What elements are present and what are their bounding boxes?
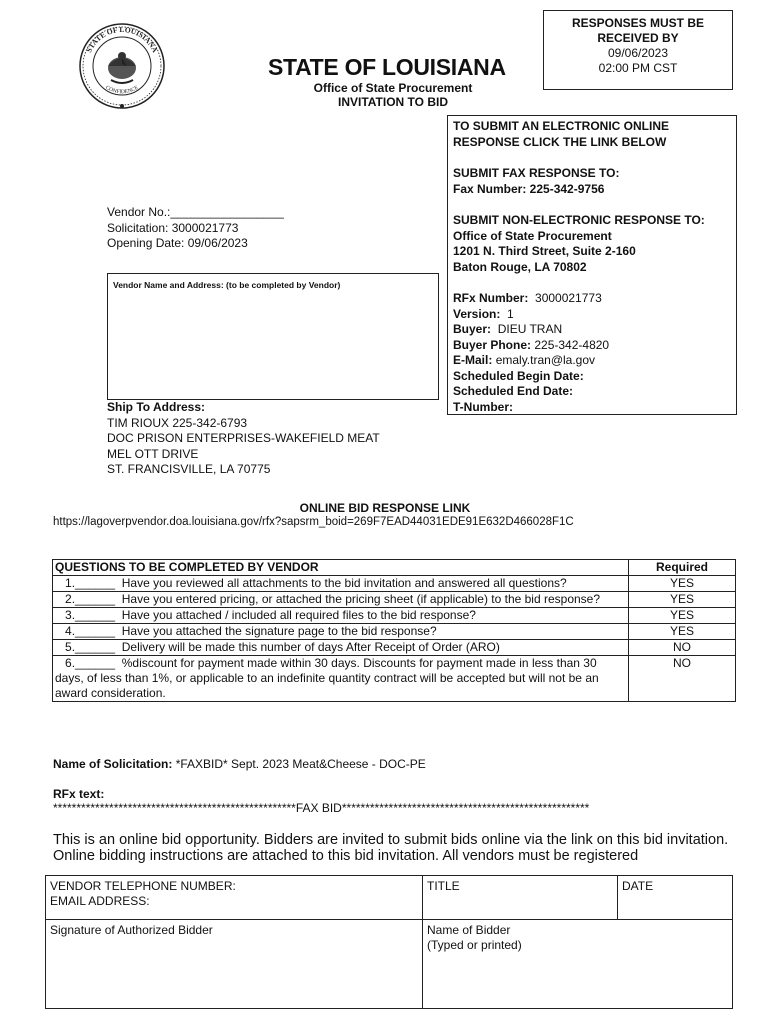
- vendor-name-address-label: Vendor Name and Address: (to be completed by Vendor): [113, 280, 341, 290]
- table-row: [46, 920, 733, 1009]
- buyer: Buyer: DIEU TRAN: [453, 322, 563, 336]
- bidder-name-field[interactable]: [423, 920, 733, 1009]
- vendor-email-label: EMAIL ADDRESS:: [50, 894, 150, 908]
- table-header-row: [53, 560, 736, 576]
- title-label: TITLE: [427, 879, 460, 893]
- required-value: YES: [629, 576, 736, 592]
- signature-field[interactable]: [46, 920, 423, 1009]
- question-text[interactable]: 2.______ Have you entered pricing, or attached the pricing sheet (if applicable) to the bid response?: [53, 592, 629, 608]
- title-field[interactable]: [423, 876, 618, 920]
- question-text[interactable]: 1.______ Have you reviewed all attachments to the bid invitation and answered all questions?: [53, 576, 629, 592]
- table-row: [53, 624, 736, 640]
- ship-line: TIM RIOUX 225-342-6793: [107, 415, 248, 430]
- fax-heading: SUBMIT FAX RESPONSE TO:: [453, 166, 620, 180]
- question-text[interactable]: 3.______ Have you attached / included all required files to the bid response?: [53, 608, 629, 624]
- bidder-name-sublabel: (Typed or printed): [427, 938, 522, 952]
- date-label: DATE: [622, 879, 654, 893]
- vendor-name-address-field[interactable]: [107, 273, 439, 400]
- solicitation-name-value: *FAXBID* Sept. 2023 Meat&Cheese - DOC-PE: [175, 757, 426, 771]
- page-title: STATE OF LOUISIANA: [268, 54, 506, 80]
- table-row: [53, 640, 736, 656]
- vendor-contact-field[interactable]: [46, 876, 423, 920]
- ship-to-label: Ship To Address:: [107, 400, 206, 414]
- solicitation-number: Solicitation: 3000021773: [107, 220, 239, 235]
- required-value: YES: [629, 624, 736, 640]
- question-text[interactable]: 6.______ %discount for payment made within 30 days. Discounts for payment made in less than 30 days, of less than 1%, or applicable to an indefinite quantity contract will be accepted but will not be an award consideration.: [53, 656, 629, 702]
- solicitation-name: [53, 757, 426, 771]
- submission-instructions-box: [447, 115, 737, 415]
- solicitation-name-label: Name of Solicitation:: [53, 757, 173, 771]
- online-bid-link-heading: ONLINE BID RESPONSE LINK: [299, 501, 471, 515]
- table-row: [53, 656, 736, 702]
- ship-to-address: [107, 400, 380, 478]
- scheduled-end-date: Scheduled End Date:: [453, 384, 574, 398]
- required-header: Required: [629, 560, 736, 576]
- required-value: NO: [629, 640, 736, 656]
- nonelectronic-heading: SUBMIT NON-ELECTRONIC RESPONSE TO:: [453, 213, 705, 227]
- online-bid-link[interactable]: https://lagoverpvendor.doa.louisiana.gov/rfx?sapsrm_boid=269F7EAD44031EDE91E632D466028F1C: [53, 516, 574, 528]
- rfx-text: [53, 787, 743, 815]
- svg-text:STATE OF LOUISIANA: STATE OF LOUISIANA: [84, 24, 160, 54]
- ship-line: ST. FRANCISVILLE, LA 70775: [107, 462, 271, 476]
- rfx-number: RFx Number: 3000021773: [453, 291, 602, 305]
- required-value: YES: [629, 608, 736, 624]
- bidder-name-label: Name of Bidder: [427, 923, 511, 937]
- mail-address-line2: 1201 N. Third Street, Suite 2-160: [453, 244, 636, 258]
- table-row: [53, 576, 736, 592]
- buyer-phone: Buyer Phone: 225-342-4820: [453, 337, 610, 352]
- question-text[interactable]: 5.______ Delivery will be made this number of days After Receipt of Order (ARO): [53, 640, 629, 656]
- fax-number: Fax Number: 225-342-9756: [453, 181, 605, 196]
- date-field[interactable]: [618, 876, 733, 920]
- version: Version: 1: [453, 306, 514, 321]
- rfx-text-stars: ****************************************************FAX BID*****************************************************: [53, 801, 590, 815]
- responses-line2: RECEIVED BY: [597, 31, 679, 45]
- rfx-text-label: RFx text:: [53, 787, 105, 801]
- vendor-phone-label: VENDOR TELEPHONE NUMBER:: [50, 879, 236, 893]
- table-row: [53, 592, 736, 608]
- ship-line: MEL OTT DRIVE: [107, 446, 199, 461]
- questions-table: [52, 559, 736, 702]
- required-value: YES: [629, 592, 736, 608]
- responses-date: 09/06/2023: [607, 46, 669, 60]
- page-subtitle: [308, 81, 478, 109]
- mail-address-line3: Baton Rouge, LA 70802: [453, 259, 587, 274]
- office-name: Office of State Procurement: [313, 81, 473, 95]
- responses-deadline-box: [543, 10, 733, 90]
- opening-date: Opening Date: 09/06/2023: [107, 236, 248, 250]
- signature-table: [45, 875, 733, 1009]
- table-row: [46, 876, 733, 920]
- vendor-number: Vendor No.:_________________: [107, 205, 284, 219]
- online-bid-paragraph: This is an online bid opportunity. Bidders are invited to submit bids online via the link on this bid invitation. Online bidding instructions are attached to this bid invitation. All vendors must be registered: [53, 832, 729, 864]
- mail-address-line1: Office of State Procurement: [453, 228, 612, 243]
- vendor-info: [107, 205, 284, 252]
- questions-header: QUESTIONS TO BE COMPLETED BY VENDOR: [53, 560, 629, 576]
- question-text[interactable]: 4.______ Have you attached the signature page to the bid response?: [53, 624, 629, 640]
- electronic-instructions: TO SUBMIT AN ELECTRONIC ONLINE RESPONSE CLICK THE LINK BELOW: [453, 119, 669, 149]
- svg-text:CONFIDENCE: CONFIDENCE: [104, 84, 140, 96]
- state-seal-icon: [78, 22, 166, 110]
- required-value: NO: [629, 656, 736, 702]
- ship-line: DOC PRISON ENTERPRISES-WAKEFIELD MEAT: [107, 431, 380, 445]
- buyer-email: E-Mail: emaly.tran@la.gov: [453, 353, 596, 367]
- scheduled-begin-date: Scheduled Begin Date:: [453, 368, 584, 383]
- responses-time: 02:00 PM CST: [598, 61, 678, 75]
- document-type: INVITATION TO BID: [338, 95, 448, 109]
- signature-label: Signature of Authorized Bidder: [50, 923, 213, 937]
- t-number: T-Number:: [453, 399, 513, 414]
- table-row: [53, 608, 736, 624]
- responses-line1: RESPONSES MUST BE: [571, 16, 705, 30]
